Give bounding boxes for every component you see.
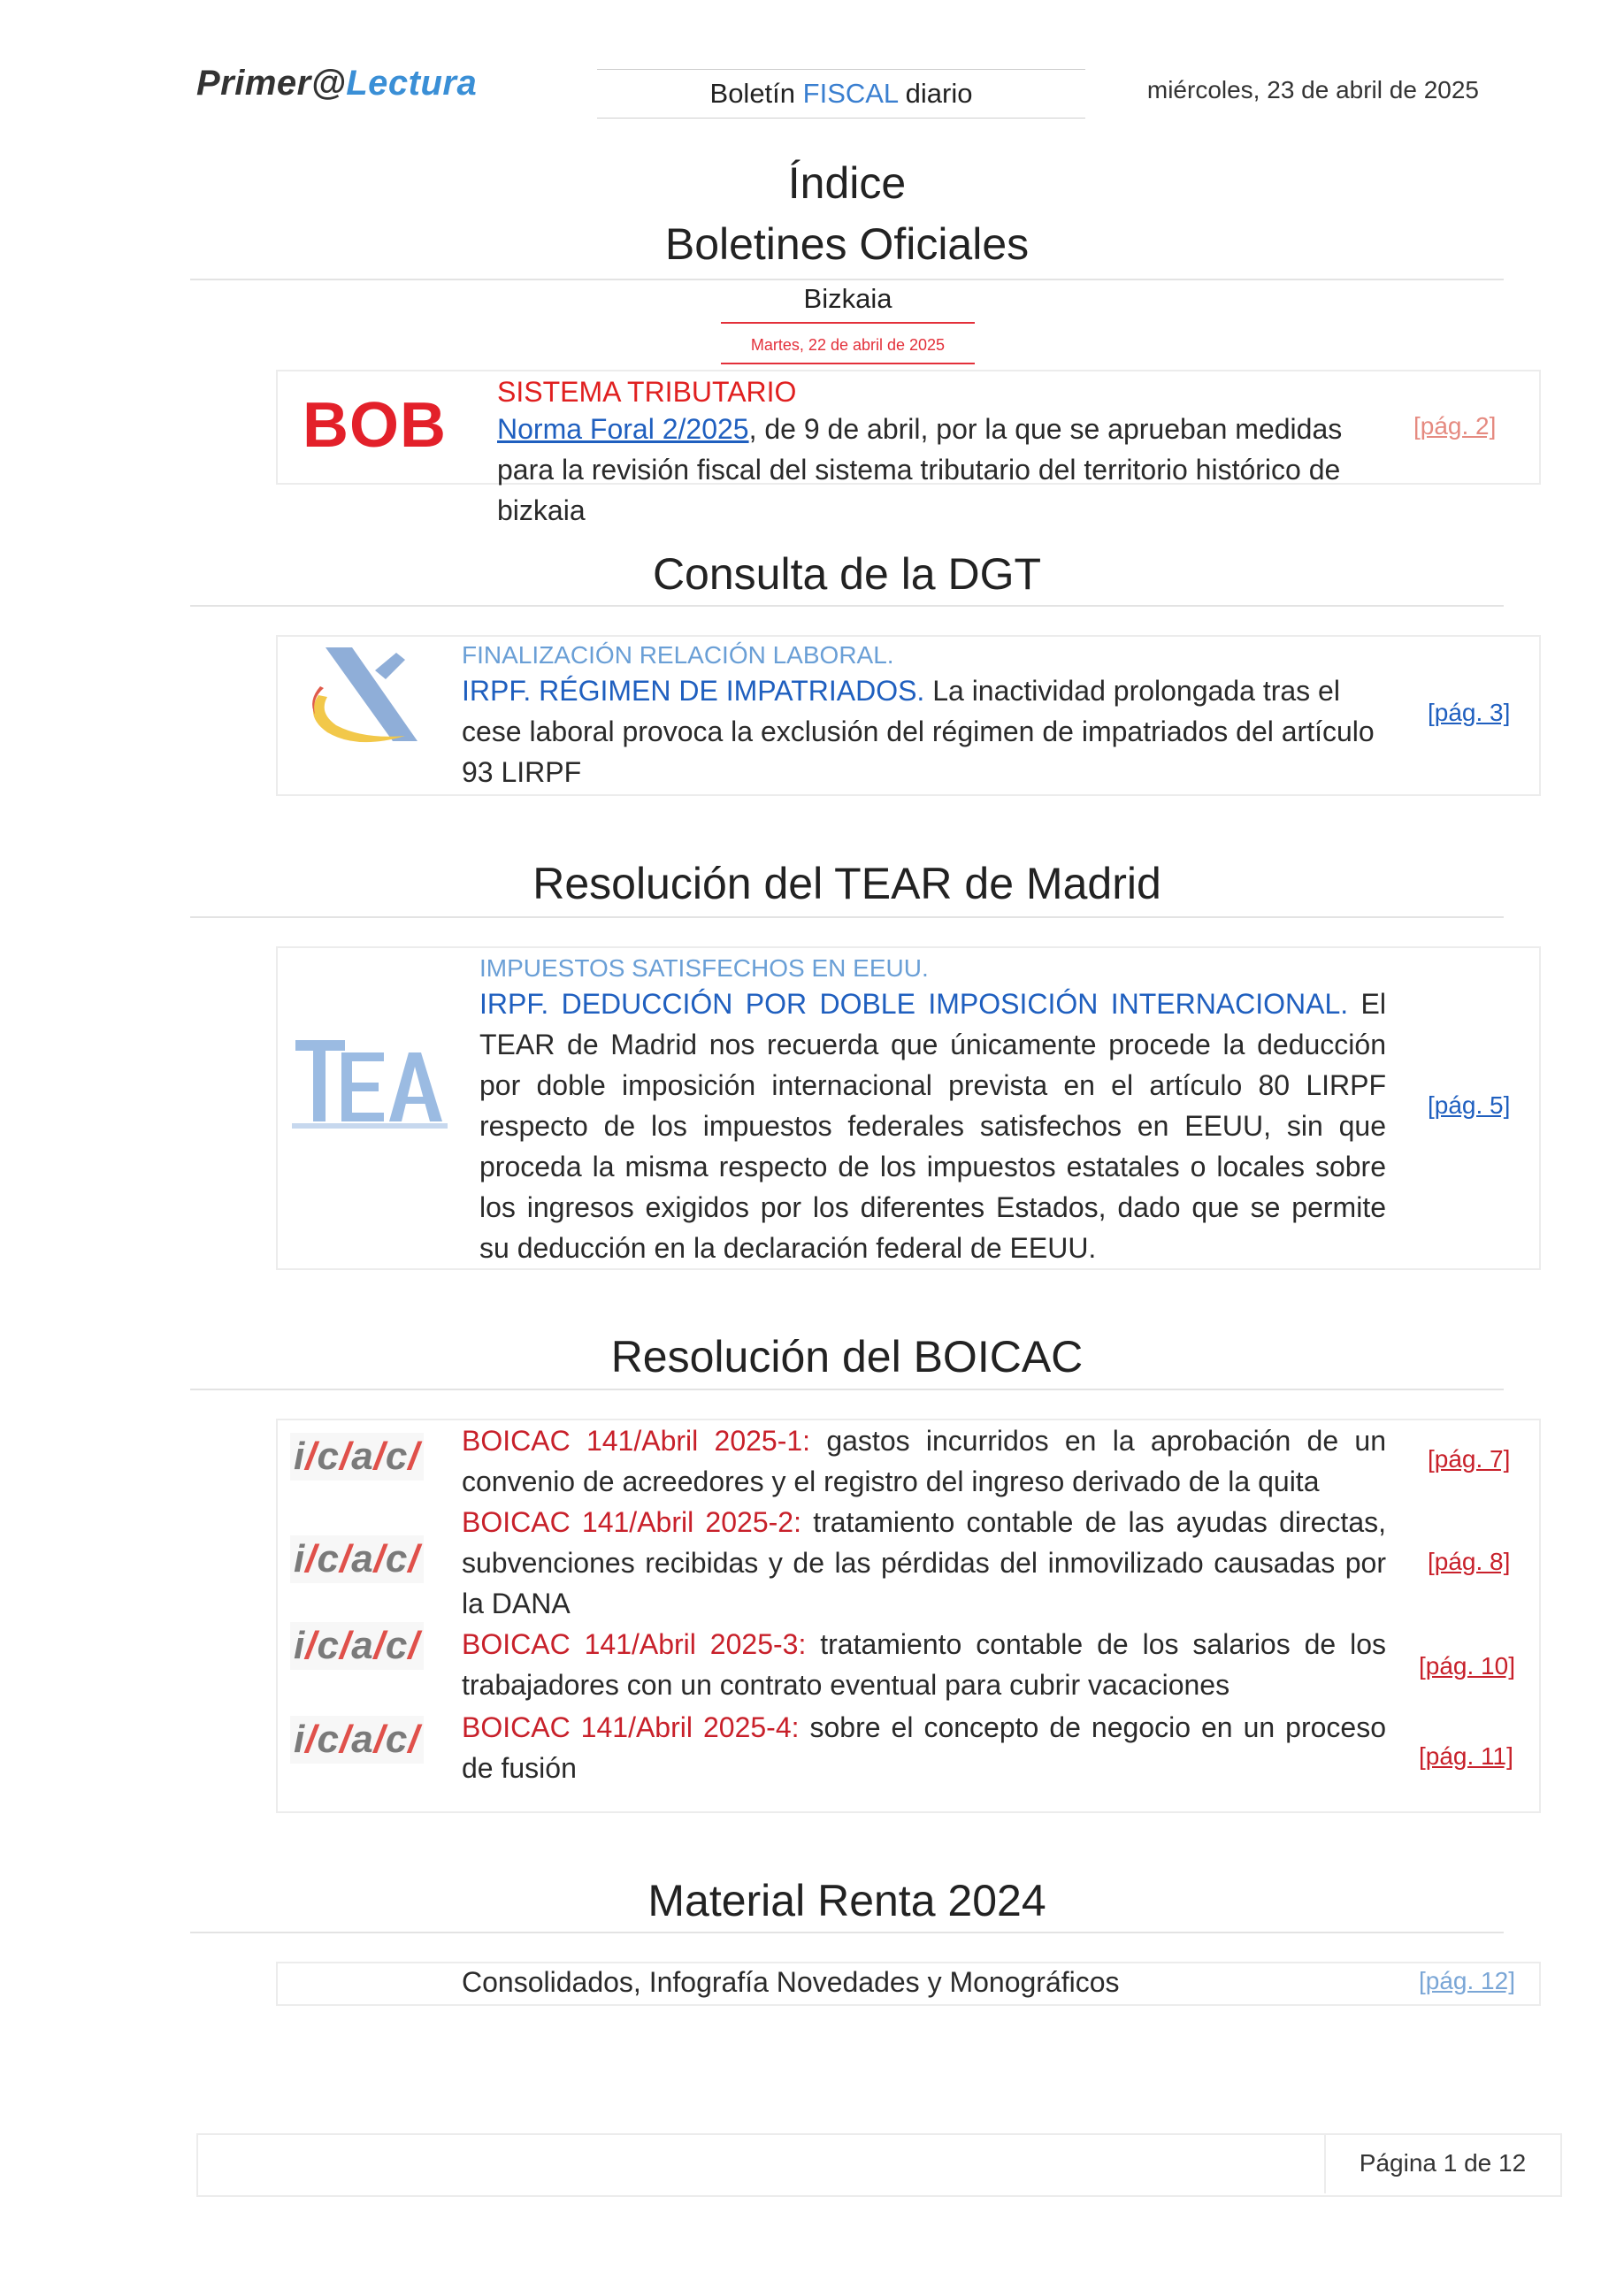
dgt-entry-text [462, 670, 1386, 792]
bob-page-link[interactable]: [pág. 2] [1413, 412, 1497, 440]
region-date-underline [721, 363, 975, 364]
boicac-item [462, 1624, 1386, 1705]
logo-part-1: Primer@ [196, 64, 347, 103]
tear-page-link[interactable]: [pág. 5] [1428, 1091, 1511, 1119]
icac-logo: i/c/a/c/ [290, 1535, 424, 1583]
renta-title: Material Renta 2024 [647, 1876, 1046, 1925]
tear-heading: IRPF. DEDUCCIÓN POR DOBLE IMPOSICIÓN INTERNACIONAL. [479, 988, 1349, 1020]
section-divider [190, 279, 1504, 280]
page-number: Página 1 de 12 [1359, 2149, 1527, 2177]
bob-category: SISTEMA TRIBUTARIO [497, 376, 797, 408]
tear-category: IMPUESTOS SATISFECHOS EN EEUU. [479, 954, 929, 982]
renta-page-link[interactable]: [pág. 12] [1419, 1967, 1515, 1994]
region-underline [721, 322, 975, 324]
section-divider [190, 1932, 1504, 1933]
tear-title: Resolución del TEAR de Madrid [532, 859, 1161, 908]
dgt-category: FINALIZACIÓN RELACIÓN LABORAL. [462, 641, 894, 669]
icac-logo: i/c/a/c/ [290, 1716, 424, 1764]
bob-entry-text [497, 409, 1382, 531]
boletines-title: Boletines Oficiales [664, 219, 1030, 269]
section-divider [190, 916, 1504, 918]
dgt-title: Consulta de la DGT [652, 549, 1042, 599]
region-date: Martes, 22 de abril de 2025 [750, 336, 946, 354]
bob-entry-description: , de 9 de abril, por la que se aprueban medidas para la revisión fiscal del sistema tributario del territorio histórico de bizkaia [497, 413, 1343, 526]
boicac-item-text: tratamiento contable de las ayudas directas, subvenciones recibidas y de las pérdidas del inmovilizado causadas por la DANA [462, 1506, 1387, 1619]
renta-entry-text: Consolidados, Infografía Novedades y Monográficos [462, 1966, 1120, 1998]
dgt-heading: IRPF. RÉGIMEN DE IMPATRIADOS. [462, 675, 925, 707]
boicac-item-page-link[interactable]: [pág. 7] [1428, 1445, 1511, 1473]
boicac-item [462, 1707, 1386, 1788]
dgt-description: La inactividad prolongada tras el cese laboral provoca la exclusión del régimen de impatriados del artículo 93 LIRPF [462, 675, 1375, 788]
boicac-item-text: gastos incurridos en la aprobación de un convenio de acreedores y el registro del ingreso derivado de la quita [462, 1425, 1387, 1497]
boicac-item-heading: BOICAC 141/Abril 2025-4: [462, 1711, 800, 1743]
primera-lectura-logo [196, 64, 477, 103]
boicac-item-heading: BOICAC 141/Abril 2025-2: [462, 1506, 801, 1538]
tear-entry-text [479, 983, 1386, 1268]
boicac-item [462, 1502, 1386, 1624]
bulletin-name-fiscal: FISCAL [802, 78, 899, 109]
boicac-title: Resolución del BOICAC [610, 1332, 1084, 1381]
region-label: Bizkaia [803, 283, 892, 314]
icac-logo: i/c/a/c/ [290, 1622, 424, 1670]
logo-part-2: Lectura [346, 64, 478, 103]
boicac-item-text: sobre el concepto de negocio en un proceso de fusión [462, 1711, 1387, 1784]
section-divider [190, 1389, 1504, 1390]
boicac-item-text: tratamiento contable de los salarios de los trabajadores con un contrato eventual para cubrir vacaciones [462, 1628, 1386, 1701]
bulletin-name [597, 69, 1085, 119]
tea-logo [292, 1035, 451, 1132]
boicac-item-heading: BOICAC 141/Abril 2025-1: [462, 1425, 811, 1457]
index-title: Índice [787, 158, 907, 208]
bulletin-name-pre: Boletín [709, 78, 803, 109]
norma-foral-link[interactable]: Norma Foral 2/2025 [497, 413, 749, 445]
boicac-item-heading: BOICAC 141/Abril 2025-3: [462, 1628, 807, 1660]
agencia-tributaria-logo [301, 644, 425, 750]
boicac-item-page-link[interactable]: [pág. 11] [1419, 1742, 1513, 1770]
section-divider [190, 605, 1504, 607]
bob-logo: BOB [303, 390, 447, 461]
boicac-item-page-link[interactable]: [pág. 10] [1419, 1652, 1515, 1680]
boicac-item [462, 1420, 1386, 1502]
dgt-page-link[interactable]: [pág. 3] [1428, 699, 1511, 726]
footer-separator [1324, 2133, 1326, 2193]
header-date: miércoles, 23 de abril de 2025 [1146, 76, 1479, 103]
boicac-item-page-link[interactable]: [pág. 8] [1428, 1548, 1511, 1575]
bulletin-name-post: diario [898, 78, 973, 109]
icac-logo: i/c/a/c/ [290, 1433, 424, 1481]
tear-description: El TEAR de Madrid nos recuerda que únicamente procede la deducción por doble imposición internacional prevista en el artículo 80 LIRPF respecto de los impuestos federales satisfechos en EEUU, sin que proceda la misma respecto de los impuestos estatales o locales sobre los ingresos exigidos por los diferentes Estados, dado que se permite su deducción en la declaración federal de EEUU. [479, 988, 1387, 1264]
